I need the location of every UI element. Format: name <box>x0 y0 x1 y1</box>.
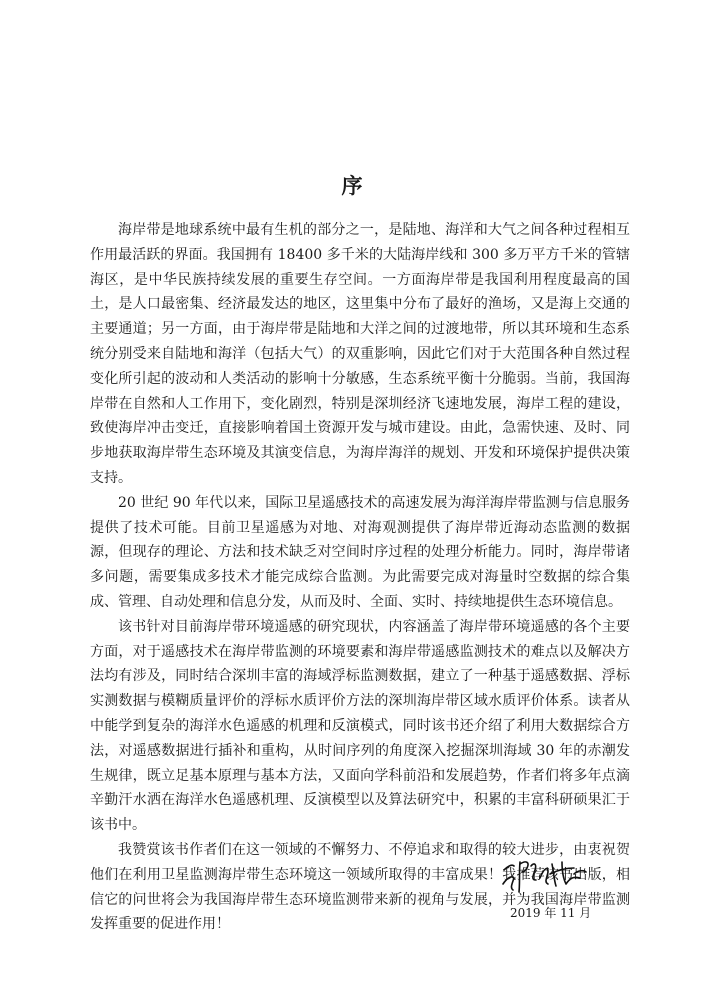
date-line: 2019 年 11 月 <box>510 906 592 920</box>
page-title: 序 <box>341 173 365 198</box>
preface-body <box>90 218 630 937</box>
paragraph-3: 该书针对目前海岸带环境遥感的研究现状，内容涵盖了海岸带环境遥感的各个主要方面，对于遥感技术在海岸带监测的环境要素和海岸带遥感监测技术的难点以及解决方法均有涉及，同时结合深圳丰富的海域浮标监测数据，建立了一种基于遥感数据、浮标实测数据与模糊质量评价的浮标水质评价方法的深圳海岸带区域水质评价体系。读者从中能学到复杂的海洋水色遥感的机理和反演模式，同时该书还介绍了利用大数据综合方法，对遥感数据进行插补和重构，从时间序列的角度深入挖掘深圳海域 30 年的赤潮发生规律，既立足基本原理与基本方法，又面向学科前沿和发展趋势，作者们将多年点滴辛勤汗水洒在海洋水色遥感机理、反演模型以及算法研究中，积累的丰富科研硕果汇于该书中。 <box>90 618 630 834</box>
paragraph-2: 20 世纪 90 年代以来，国际卫星遥感技术的高速发展为海洋海岸带监测与信息服务提供了技术可能。目前卫星遥感为对地、对海观测提供了海岸带近海动态监测的数据源，但现存的理论、方法和技术缺乏对空间时序过程的处理分析能力。同时，海岸带诸多问题，需要集成多技术才能完成综合监测。为此需要完成对海量时空数据的综合集成、管理、自动处理和信息分发，从而及时、全面、实时、持续地提供生态环境信息。 <box>90 494 630 610</box>
handwritten-signature <box>500 848 590 898</box>
paragraph-4: 我赞赏该书作者们在这一领域的不懈努力、不停追求和取得的较大进步，由衷祝贺他们在利用卫星监测海岸带生态环境这一领域所取得的丰富成果！我推荐该书出版，相信它的问世将会为我国海岸带生态环境监测带来新的视角与发展，并为我国海岸带监测发挥重要的促进作用！ <box>90 841 630 933</box>
paragraph-1: 海岸带是地球系统中最有生机的部分之一，是陆地、海洋和大气之间各种过程相互作用最活跃的界面。我国拥有 18400 多千米的大陆海岸线和 300 多万平方千米的管辖海区，是中华民族持续发展的重要生存空间。一方面海岸带是我国利用程度最高的国土，是人口最密集、经济最发达的地区，这里集中分布了最好的渔场，又是海上交通的主要通道；另一方面，由于海岸带是陆地和大洋之间的过渡地带，所以其环境和生态系统分别受来自陆地和海洋（包括大气）的双重影响，因此它们对于大范围各种自然过程变化所引起的波动和人类活动的影响十分敏感，生态系统平衡十分脆弱。当前，我国海岸带在自然和人工作用下，变化剧烈，特别是深圳经济飞速地发展，海岸工程的建设，致使海岸冲击变迁，直接影响着国土资源开发与城市建设。由此，急需快速、及时、同步地获取海岸带生态环境及其演变信息，为海岸海洋的规划、开发和环境保护提供决策支持。 <box>90 222 630 486</box>
